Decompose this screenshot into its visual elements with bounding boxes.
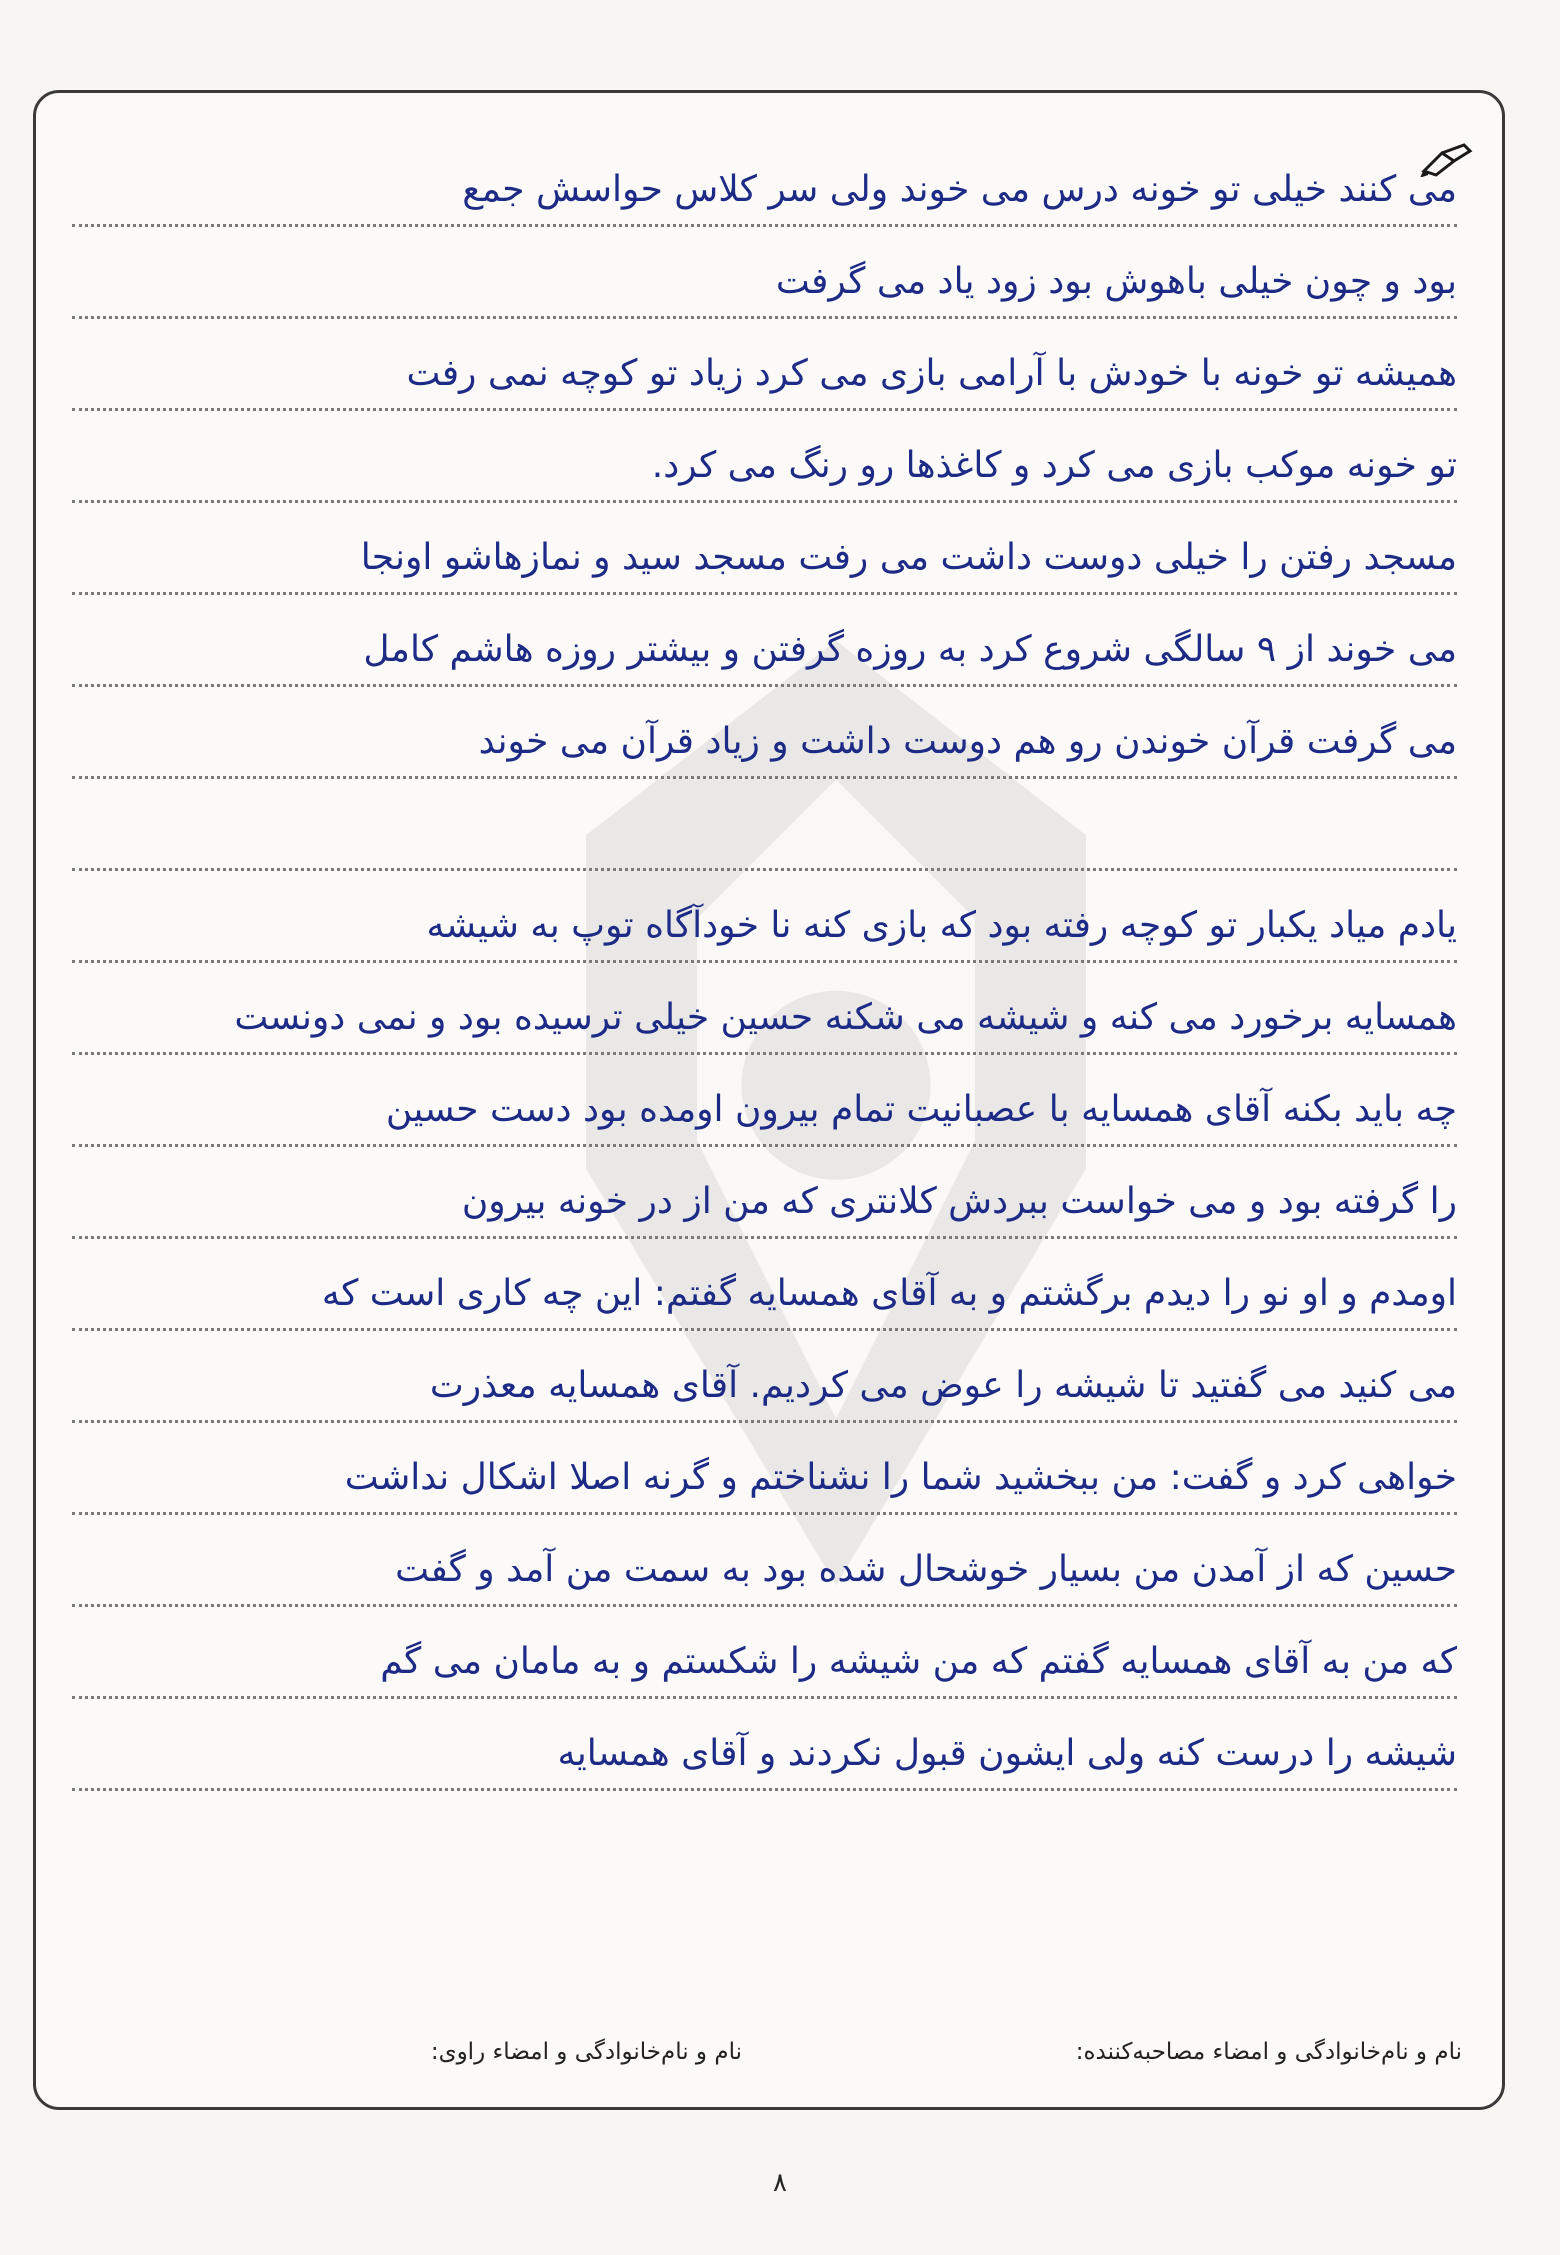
handwritten-line: بود و چون خیلی باهوش بود زود یاد می گرفت xyxy=(72,227,1457,337)
handwritten-line: همسایه برخورد می کنه و شیشه می شکنه حسین خیلی ترسیده بود و نمی دونست xyxy=(72,963,1457,1073)
handwritten-line: تو خونه موکب بازی می کرد و کاغذها رو رنگ می کرد. xyxy=(72,411,1457,521)
handwritten-line: همیشه تو خونه با خودش با آرامی بازی می کرد زیاد تو کوچه نمی رفت xyxy=(72,319,1457,429)
handwritten-line: اومدم و او نو را دیدم برگشتم و به آقای همسایه گفتم: این چه کاری است که xyxy=(72,1239,1457,1349)
handwritten-line: می گرفت قرآن خوندن رو هم دوست داشت و زیاد قرآن می خوند xyxy=(72,687,1457,797)
handwritten-line: می خوند از ۹ سالگی شروع کرد به روزه گرفتن و بیشتر روزه هاشم کامل xyxy=(72,595,1457,705)
narrator-signature-label: نام و نام‌خانوادگی و امضاء راوی: xyxy=(430,2039,742,2065)
handwritten-lines xyxy=(36,93,1502,2107)
form-sheet xyxy=(33,90,1505,2110)
signature-footer xyxy=(76,2029,1462,2089)
handwritten-line: را گرفته بود و می خواست ببردش کلانتری که من از در خونه بیرون xyxy=(72,1147,1457,1257)
handwritten-line: می کنند خیلی تو خونه درس می خوند ولی سر کلاس حواسش جمع xyxy=(72,135,1457,245)
handwritten-line: شیشه را درست کنه ولی ایشون قبول نکردند و آقای همسایه xyxy=(72,1699,1457,1809)
interviewer-signature-label: نام و نام‌خانوادگی و امضاء مصاحبه‌کننده: xyxy=(1075,2039,1462,2065)
handwritten-line: مسجد رفتن را خیلی دوست داشت می رفت مسجد سید و نمازهاشو اونجا xyxy=(72,503,1457,613)
handwritten-line: خواهی کرد و گفت: من ببخشید شما را نشناختم و گرنه اصلا اشکال نداشت xyxy=(72,1423,1457,1533)
handwritten-line: حسین که از آمدن من بسیار خوشحال شده بود به سمت من آمد و گفت xyxy=(72,1515,1457,1625)
handwritten-line: که من به آقای همسایه گفتم که من شیشه را شکستم و به مامان می گم xyxy=(72,1607,1457,1717)
handwritten-line: چه باید بکنه آقای همسایه با عصبانیت تمام بیرون اومده بود دست حسین xyxy=(72,1055,1457,1165)
handwritten-line: می کنید می گفتید تا شیشه را عوض می کردیم. آقای همسایه معذرت xyxy=(72,1331,1457,1441)
handwritten-line: یادم میاد یکبار تو کوچه رفته بود که بازی کنه نا خودآگاه توپ به شیشه xyxy=(72,871,1457,981)
page-number: ۸ xyxy=(773,2168,787,2198)
